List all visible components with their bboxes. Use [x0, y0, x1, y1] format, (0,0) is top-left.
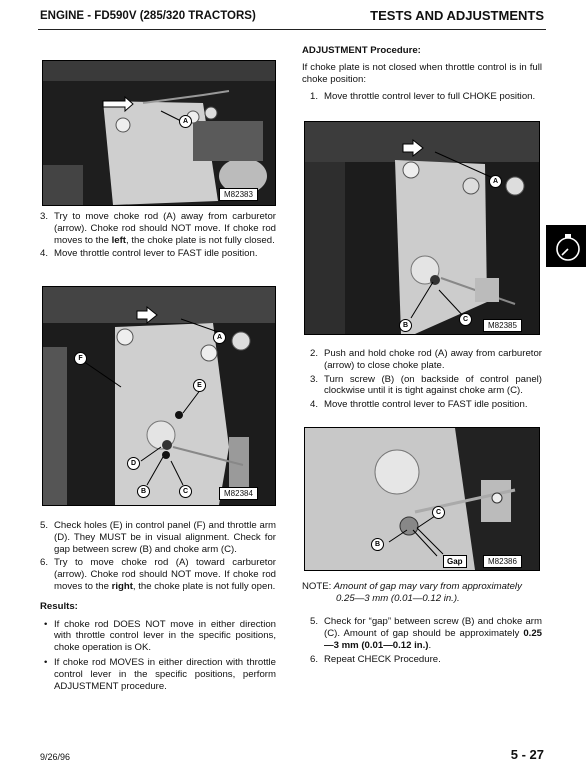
figure-code: M82383: [219, 188, 258, 201]
callout-b: B: [371, 538, 384, 551]
stopwatch-icon: [546, 225, 586, 267]
step-4: 4. Move throttle control lever to FAST idle position.: [310, 399, 528, 411]
results-heading: Results:: [40, 600, 78, 612]
page-header-right: TESTS AND ADJUSTMENTS: [370, 8, 544, 23]
result-item: • If choke rod MOVES in either direction with throttle control lever in the specific positions, perform ADJUSTMENT procedure.: [44, 656, 276, 692]
callout-a: A: [179, 115, 192, 128]
header-rule: [38, 29, 546, 30]
callout-d: D: [127, 457, 140, 470]
figure-photo-4: [304, 427, 540, 571]
step-6: 6. Repeat CHECK Procedure.: [310, 654, 441, 666]
figure-photo-1: [42, 60, 276, 206]
callout-c: C: [179, 485, 192, 498]
right-steps-b: [302, 348, 542, 413]
step-5: 5. Check holes (E) in control panel (F) and throttle arm (D). They MUST be in visual alignment. Check for gap between screw (B) and choke arm (C).: [40, 520, 276, 555]
step-4: 4. Move throttle control lever to FAST idle position.: [40, 248, 258, 260]
right-intro: [302, 45, 542, 105]
callout-a: A: [213, 331, 226, 344]
figure-photo-2: [42, 286, 276, 506]
page-header-left: ENGINE - FD590V (285/320 TRACTORS): [40, 10, 256, 22]
step-5: 5. Check for “gap” between screw (B) and choke arm (C). Amount of gap should be approximately 0.25—3 mm (0.01—0.12 in.).: [310, 616, 542, 651]
page-number: 5 - 27: [510, 747, 544, 762]
figure-photo-3: [304, 121, 540, 335]
figure-code: M82386: [483, 555, 522, 568]
adjustment-heading: ADJUSTMENT Procedure:: [302, 45, 421, 56]
callout-e: E: [193, 379, 206, 392]
right-note: [302, 581, 542, 605]
step-6: 6. Try to move choke rod (A) toward carburetor (arrow). Choke rod should NOT move. If choke rod moves to the right, the choke plate is not fully open.: [40, 557, 276, 592]
step-2: 2. Push and hold choke rod (A) away from carburetor (arrow) to close choke plate.: [310, 348, 542, 371]
result-item: • If choke rod DOES NOT move in either direction with throttle control lever in the specific positions, choke operation is OK.: [44, 618, 276, 654]
step-3: 3. Try to move choke rod (A) away from carburetor (arrow). Choke rod should NOT move. If choke rod moves to the left, the choke plate is not fully closed.: [40, 211, 276, 246]
footer-date: 9/26/96: [40, 752, 71, 762]
callout-c: C: [432, 506, 445, 519]
note: NOTE: Amount of gap may vary from approximately 0.25—3 mm (0.01—0.12 in.).: [302, 581, 522, 604]
callout-f: F: [74, 352, 87, 365]
figure-code: M82384: [219, 487, 258, 500]
gap-label: Gap: [443, 555, 467, 568]
callout-b: B: [399, 319, 412, 332]
callout-c: C: [459, 313, 472, 326]
left-steps-a: [40, 211, 276, 262]
callout-a: A: [489, 175, 502, 188]
adjustment-intro: If choke plate is not closed when throttle control is in full choke position:: [302, 61, 542, 85]
right-steps-c: [302, 616, 542, 668]
callout-b: B: [137, 485, 150, 498]
figure-code: M82385: [483, 319, 522, 332]
left-steps-b: [40, 520, 276, 695]
step-3: 3. Turn screw (B) (on backside of control panel) clockwise until it is tight against choke arm (C).: [310, 373, 542, 397]
step-1: 1. Move throttle control lever to full CHOKE position.: [310, 91, 536, 103]
